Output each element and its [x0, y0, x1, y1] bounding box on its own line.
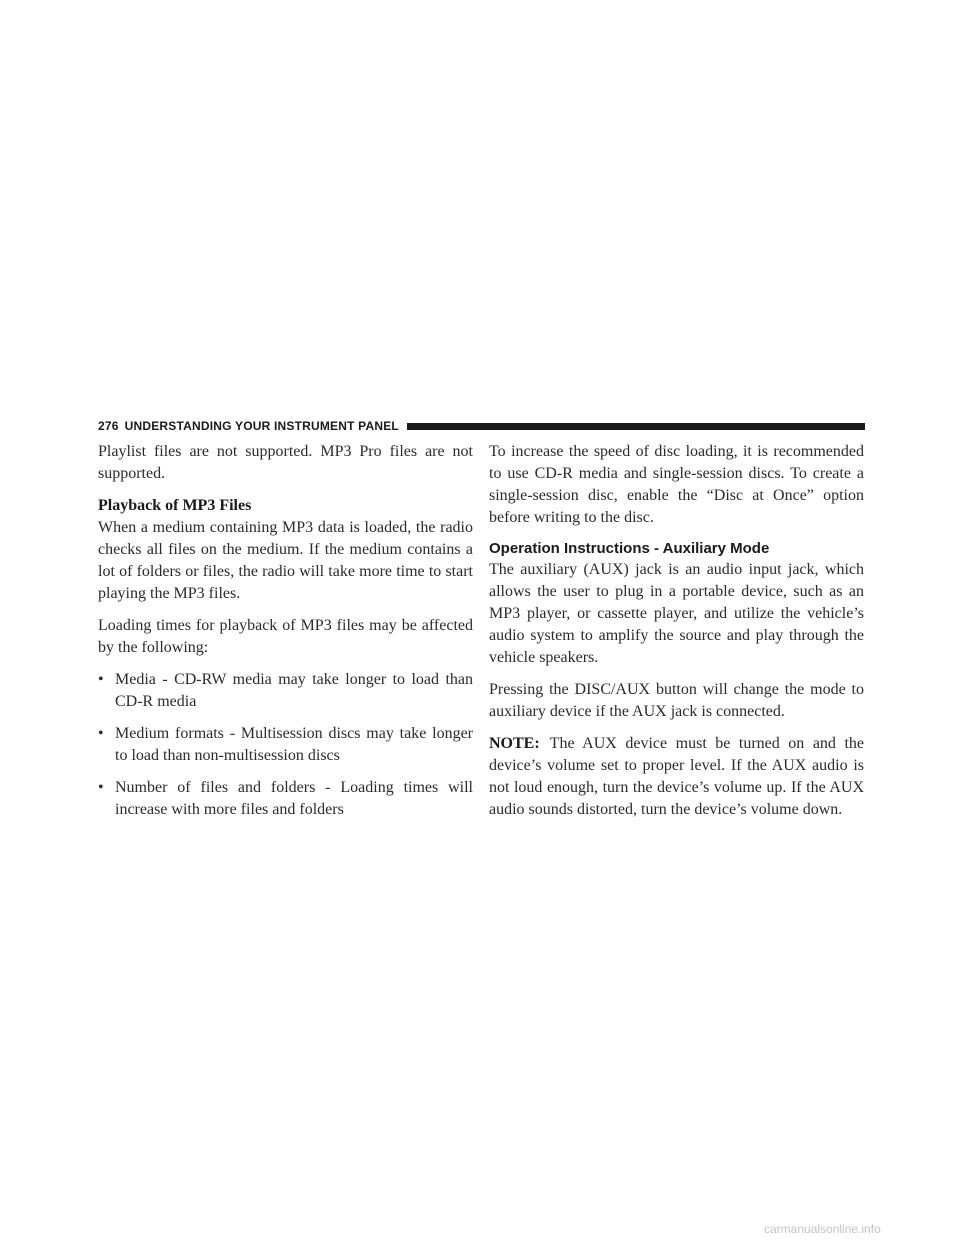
right-column	[489, 441, 864, 831]
note-text: The AUX device must be turned on and the device’s volume set to proper level. If the AUX audio is not loud enough, turn the device’s volume up. If the AUX audio sounds distorted, turn the device’s volume down.	[489, 735, 864, 818]
left-column	[98, 441, 473, 831]
page-number: 276	[98, 419, 119, 433]
paragraph-aux-jack: The auxiliary (AUX) jack is an audio input jack, which allows the user to plug in a portable device, such as an MP3 player, or cassette player, and utilize the vehicle’s audio system to amplify the source and play through the vehicle speakers.	[489, 561, 864, 666]
list-item	[98, 777, 473, 821]
bullet-list	[98, 669, 473, 821]
list-item-text: Media - CD-RW media may take longer to load than CD-R media	[115, 671, 473, 710]
note-label: NOTE:	[489, 735, 540, 752]
heading-playback-mp3: Playback of MP3 Files	[98, 497, 252, 514]
header-rule	[407, 423, 865, 430]
list-item	[98, 723, 473, 767]
list-item-text: Medium formats - Multisession discs may take longer to load than non-multisession discs	[115, 725, 473, 764]
note-paragraph	[489, 733, 864, 821]
watermark: carmanualsonline.info	[764, 1222, 881, 1236]
list-item-text: Number of files and folders - Loading times will increase with more files and folders	[115, 779, 473, 818]
bullet-glyph: •	[98, 671, 104, 688]
paragraph-disc-aux-button: Pressing the DISC/AUX button will change the mode to auxiliary device if the AUX jack is connected.	[489, 681, 864, 720]
section-title: UNDERSTANDING YOUR INSTRUMENT PANEL	[124, 419, 399, 433]
page-header	[98, 418, 865, 434]
heading-auxiliary-mode: Operation Instructions - Auxiliary Mode	[489, 540, 770, 557]
list-item	[98, 669, 473, 713]
paragraph-disc-speed: To increase the speed of disc loading, it is recommended to use CD-R media and single-session discs. To create a single-session disc, enable the “Disc at Once” option before writing to the disc.	[489, 443, 864, 526]
bullet-glyph: •	[98, 725, 104, 742]
paragraph-loading-times: Loading times for playback of MP3 files may be affected by the following:	[98, 617, 473, 656]
bullet-glyph: •	[98, 779, 104, 796]
intro-paragraph: Playlist files are not supported. MP3 Pro files are not supported.	[98, 443, 473, 482]
paragraph-mp3-loading: When a medium containing MP3 data is loaded, the radio checks all files on the medium. If the medium contains a lot of folders or files, the radio will take more time to start playing the MP3 files.	[98, 519, 473, 602]
